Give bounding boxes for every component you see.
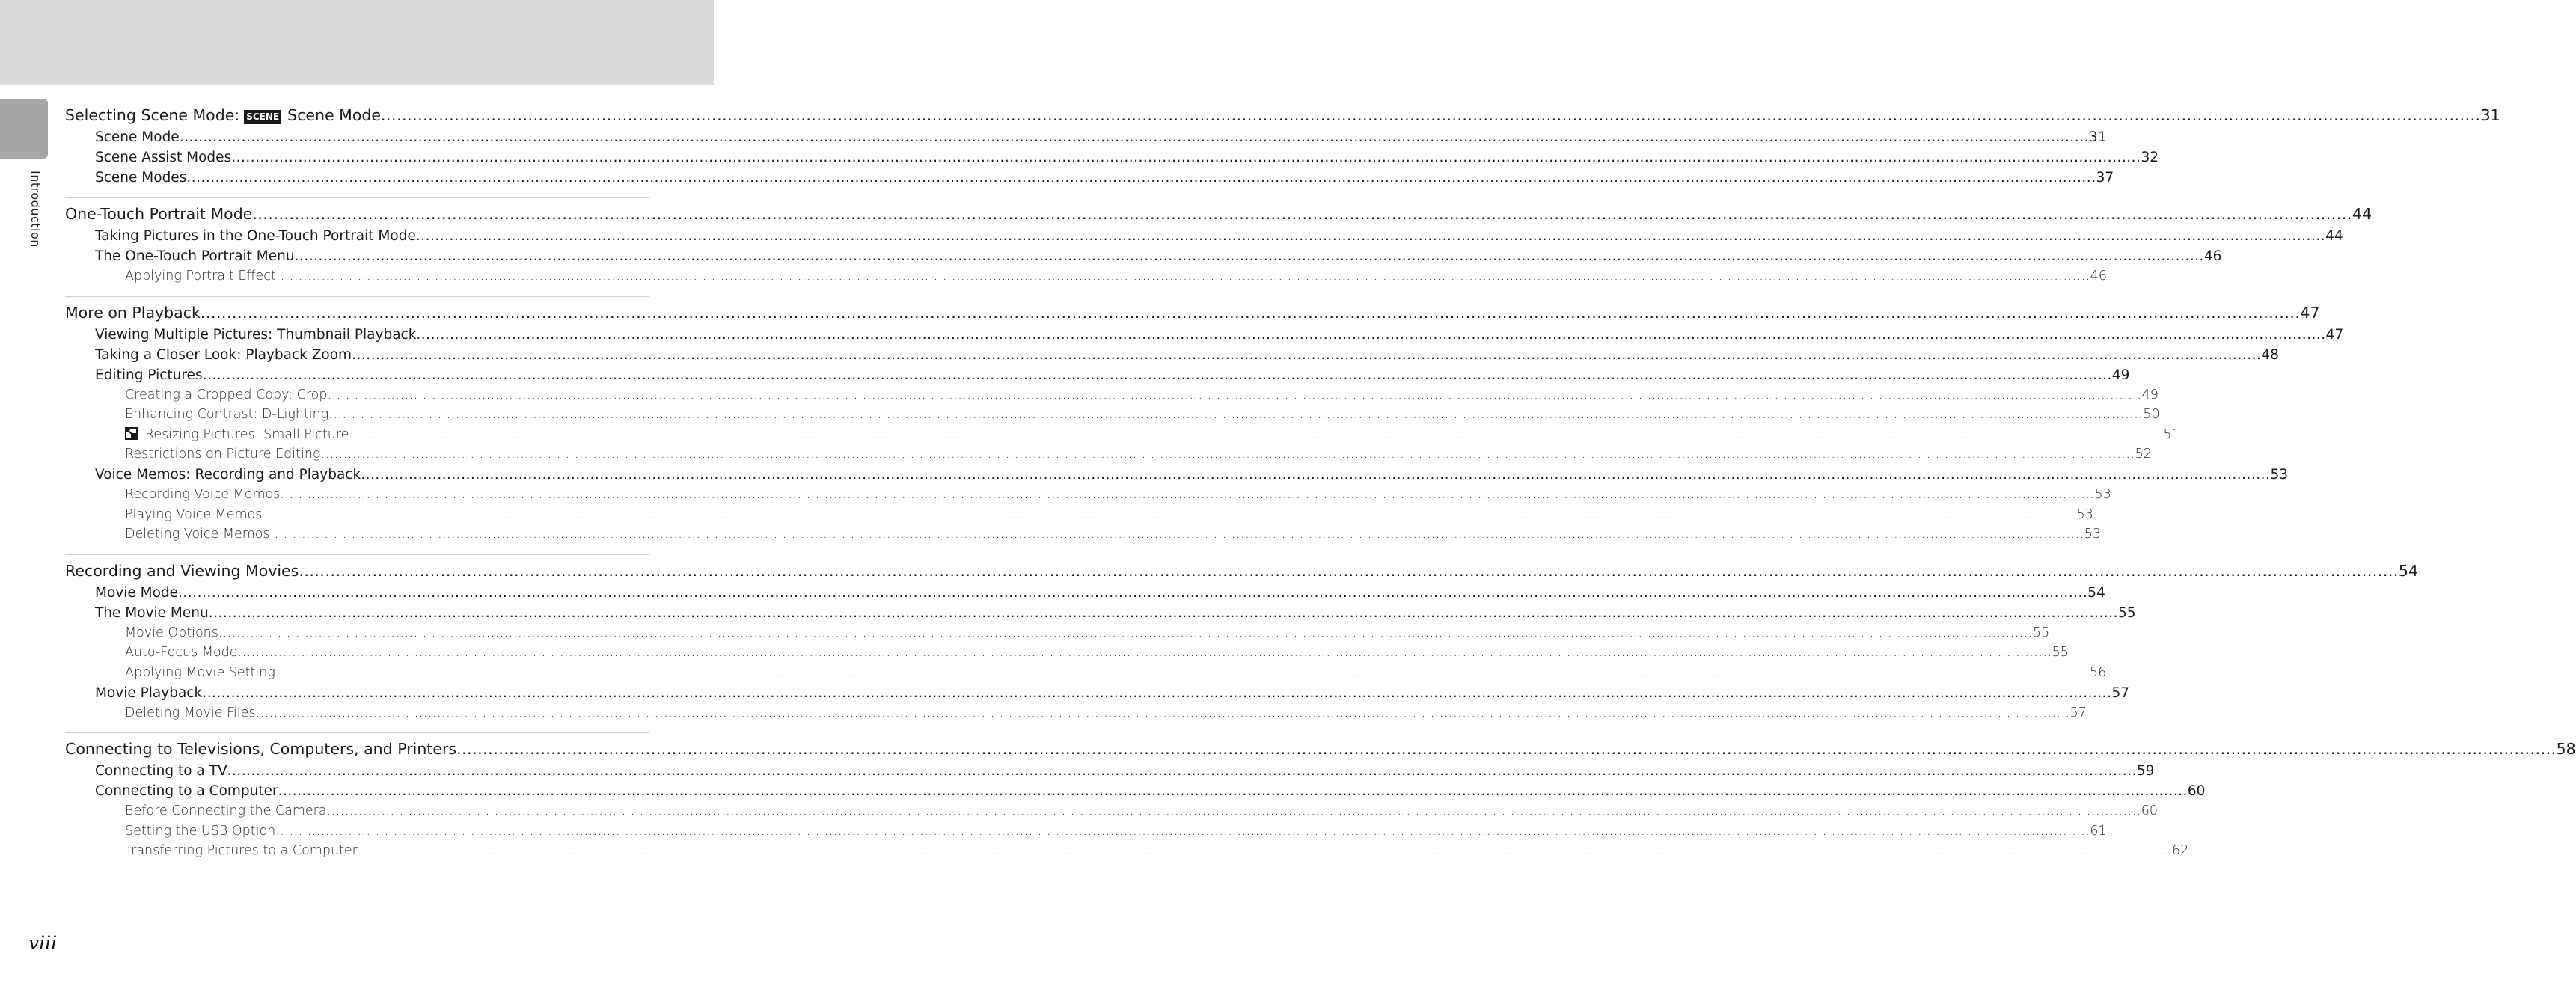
toc-entry-title — [125, 266, 276, 287]
toc-entry-title — [125, 505, 262, 525]
toc-entry-title — [125, 385, 328, 405]
dot-leader: ................................................................................................................................................................................................................................................................................................................................................................................................................ — [352, 346, 2262, 363]
toc-page-number: 49 — [2111, 367, 2130, 383]
dot-leader: ................................................................................................................................................................................................................................................................................................................................................................................................................ — [326, 803, 2141, 819]
dot-leader: ................................................................................................................................................................................................................................................................................................................................................................................................................ — [294, 248, 2204, 264]
toc-entry-text: Recording Voice Memos — [125, 486, 281, 502]
toc-page-number: 59 — [2136, 763, 2155, 780]
toc-chapter-entry[interactable] — [65, 104, 2500, 127]
toc-subsection-entry[interactable] — [65, 405, 2160, 425]
toc-entry-text-after-icon: Scene Mode — [287, 106, 382, 124]
toc-entry-title — [125, 485, 280, 505]
toc-section — [65, 197, 2372, 296]
toc-page-number: 51 — [2163, 426, 2180, 442]
toc-page-number: 52 — [2135, 447, 2152, 462]
dot-leader: ................................................................................................................................................................................................................................................................................................................................................................................................................ — [357, 843, 2172, 859]
toc-page-number: 46 — [2203, 248, 2222, 264]
toc-subsection-entry[interactable] — [65, 643, 2069, 663]
dot-leader: ................................................................................................................................................................................................................................................................................................................................................................................................................ — [227, 763, 2137, 780]
toc-section-entry[interactable] — [65, 761, 2155, 781]
toc-page-number: 31 — [2480, 106, 2500, 124]
dot-leader: ................................................................................................................................................................................................................................................................................................................................................................................................................ — [320, 447, 2135, 462]
toc-section-entry[interactable] — [65, 781, 2206, 801]
toc-page-number: 54 — [2087, 584, 2105, 601]
toc-entry-text: Movie Mode — [95, 584, 179, 601]
toc-entry-text: Scene Modes — [95, 170, 187, 186]
toc-page-number: 49 — [2141, 387, 2159, 402]
toc-entry-title — [95, 345, 352, 365]
toc-page-number: 58 — [2556, 740, 2576, 759]
toc-entry-text: Scene Mode — [95, 129, 180, 145]
toc-entry-text: Deleting Voice Memos — [125, 527, 270, 542]
toc-entry-text: Creating a Cropped Copy: Crop — [125, 387, 328, 402]
toc-page-number: 44 — [2325, 228, 2343, 244]
toc-entry-title — [125, 663, 275, 683]
toc-subsection-entry[interactable] — [65, 485, 2111, 505]
dot-leader: ................................................................................................................................................................................................................................................................................................................................................................................................................ — [381, 106, 2481, 124]
dot-leader: ................................................................................................................................................................................................................................................................................................................................................................................................................ — [275, 269, 2090, 284]
dot-leader: ................................................................................................................................................................................................................................................................................................................................................................................................................ — [255, 705, 2070, 720]
toc-subsection-entry[interactable] — [65, 385, 2159, 405]
toc-page-number: 54 — [2398, 561, 2418, 580]
toc-subsection-entry[interactable] — [65, 821, 2107, 842]
toc-entry-title — [95, 147, 231, 168]
dot-leader: ................................................................................................................................................................................................................................................................................................................................................................................................................ — [202, 685, 2112, 701]
toc-entry-text: Selecting Scene Mode: — [65, 106, 240, 124]
toc-entry-text: Deleting Movie Files — [125, 705, 256, 720]
toc-entry-text: One-Touch Portrait Mode — [65, 205, 253, 223]
toc-page-number: 60 — [2141, 803, 2158, 819]
dot-leader: ................................................................................................................................................................................................................................................................................................................................................................................................................ — [361, 466, 2271, 483]
toc-entry-title — [65, 104, 381, 127]
scene-mode-icon: SCENE — [244, 110, 281, 124]
toc-entry-title — [125, 444, 320, 465]
toc-entry-text: The One-Touch Portrait Menu — [95, 248, 295, 264]
toc-entry-text: Playing Voice Memos — [125, 506, 263, 522]
toc-subsection-entry[interactable] — [65, 444, 2152, 465]
toc-entry-text: Connecting to a Computer — [95, 783, 278, 800]
toc-page-number: 44 — [2352, 205, 2372, 223]
dot-leader: ................................................................................................................................................................................................................................................................................................................................................................................................................ — [349, 426, 2164, 442]
toc-section-entry[interactable] — [65, 325, 2344, 345]
dot-leader: ................................................................................................................................................................................................................................................................................................................................................................................................................ — [416, 326, 2326, 343]
toc-page-number: 53 — [2084, 527, 2102, 542]
toc-entry-text: Before Connecting the Camera — [125, 803, 327, 819]
toc-entry-title — [65, 301, 201, 325]
toc-page-number: 53 — [2094, 486, 2111, 502]
dot-leader: ................................................................................................................................................................................................................................................................................................................................................................................................................ — [299, 561, 2399, 580]
toc-subsection-entry[interactable] — [65, 623, 2050, 643]
toc-entry-text: Applying Portrait Effect — [125, 269, 276, 284]
toc-entry-text: Enhancing Contrast: D-Lighting — [125, 407, 329, 423]
dot-leader: ................................................................................................................................................................................................................................................................................................................................................................................................................ — [218, 625, 2033, 640]
toc-page-number: 32 — [2141, 150, 2159, 165]
toc-section-entry[interactable] — [65, 226, 2343, 246]
toc-page-number: 56 — [2089, 664, 2107, 680]
toc-entry-title — [125, 821, 275, 842]
toc-page-number: 57 — [2111, 685, 2129, 701]
toc-page-number: 53 — [2076, 506, 2093, 522]
small-picture-icon — [125, 427, 138, 440]
toc-entry-text: Transferring Pictures to a Computer — [125, 843, 358, 859]
toc-entry-title — [95, 168, 186, 188]
toc-section-entry[interactable] — [65, 127, 2107, 147]
toc-page-number: 50 — [2143, 407, 2160, 423]
toc-entry-title — [65, 560, 299, 583]
toc-entry-text: Applying Movie Setting — [125, 664, 275, 680]
toc-entry-title — [95, 127, 180, 147]
toc-entry-title — [125, 524, 270, 545]
dot-leader: ................................................................................................................................................................................................................................................................................................................................................................................................................ — [252, 205, 2352, 223]
toc-entry-title — [125, 623, 218, 643]
toc-entry-title — [125, 703, 256, 723]
toc-section-entry[interactable] — [65, 365, 2130, 385]
page-number: viii — [28, 932, 58, 954]
toc-page-number: 60 — [2187, 783, 2206, 800]
toc-page-number: 61 — [2090, 823, 2107, 839]
toc-entry-title — [95, 365, 203, 385]
toc-entry-text: Movie Playback — [95, 685, 203, 701]
dot-leader: ................................................................................................................................................................................................................................................................................................................................................................................................................ — [275, 823, 2090, 839]
toc-page-number: 57 — [2069, 705, 2087, 720]
toc-entry-text: Resizing Pictures: Small Picture — [145, 426, 349, 442]
toc-chapter-entry[interactable] — [65, 301, 2320, 325]
toc-page-number: 48 — [2261, 346, 2279, 363]
toc-subsection-entry[interactable] — [65, 425, 2180, 445]
toc-subsection-entry[interactable] — [65, 841, 2189, 861]
toc-section-entry[interactable] — [65, 168, 2114, 188]
dot-leader: ................................................................................................................................................................................................................................................................................................................................................................................................................ — [200, 303, 2301, 322]
toc-entry-text: Connecting to a TV — [95, 763, 227, 780]
toc-section — [65, 296, 2344, 554]
toc-entry-title — [125, 801, 327, 821]
toc-entry-text: More on Playback — [65, 303, 201, 322]
table-of-contents — [65, 99, 2576, 871]
toc-entry-text: Editing Pictures — [95, 367, 203, 383]
toc-entry-title — [125, 643, 238, 663]
toc-entry-text: Connecting to Televisions, Computers, and Printers — [65, 740, 457, 759]
toc-entry-text: Recording and Viewing Movies — [65, 561, 299, 580]
toc-chapter-entry[interactable] — [65, 560, 2418, 583]
toc-section-entry[interactable] — [65, 246, 2222, 266]
section-label: Introduction — [28, 171, 43, 248]
toc-chapter-entry[interactable] — [65, 738, 2576, 761]
toc-entry-text: Taking Pictures in the One-Touch Portrait Mode — [95, 228, 416, 244]
dot-leader: ................................................................................................................................................................................................................................................................................................................................................................................................................ — [179, 129, 2089, 145]
dot-leader: ................................................................................................................................................................................................................................................................................................................................................................................................................ — [269, 527, 2084, 542]
dot-leader: ................................................................................................................................................................................................................................................................................................................................................................................................................ — [275, 664, 2090, 680]
toc-subsection-entry[interactable] — [65, 505, 2093, 525]
toc-entry-text: Voice Memos: Recording and Playback — [95, 466, 361, 483]
toc-section — [65, 99, 2500, 197]
dot-leader: ................................................................................................................................................................................................................................................................................................................................................................................................................ — [327, 387, 2142, 402]
toc-entry-text: Viewing Multiple Pictures: Thumbnail Playback — [95, 326, 417, 343]
toc-entry-title — [95, 325, 416, 345]
toc-entry-text: Scene Assist Modes — [95, 150, 232, 165]
toc-subsection-entry[interactable] — [65, 703, 2087, 723]
toc-section-entry[interactable] — [65, 345, 2279, 365]
toc-entry-title — [95, 683, 202, 703]
toc-section-entry[interactable] — [65, 683, 2129, 703]
toc-subsection-entry[interactable] — [65, 801, 2158, 821]
dot-leader: ................................................................................................................................................................................................................................................................................................................................................................................................................ — [178, 584, 2088, 601]
toc-entry-title — [65, 203, 252, 226]
toc-page-number: 47 — [2300, 303, 2320, 322]
toc-entry-title — [125, 405, 328, 425]
toc-page-number: 55 — [2117, 604, 2136, 621]
toc-entry-text: The Movie Menu — [95, 604, 209, 621]
dot-leader: ................................................................................................................................................................................................................................................................................................................................................................................................................ — [456, 740, 2557, 759]
dot-leader: ................................................................................................................................................................................................................................................................................................................................................................................................................ — [202, 367, 2112, 383]
toc-page-number: 55 — [2033, 625, 2050, 640]
section-tab — [0, 99, 48, 159]
toc-entry-title — [95, 781, 278, 801]
toc-section — [65, 732, 2576, 871]
toc-page-number: 62 — [2171, 843, 2189, 859]
toc-page-number: 47 — [2325, 326, 2344, 343]
toc-entry-text: Movie Options — [125, 625, 218, 640]
toc-entry-title — [125, 841, 358, 861]
toc-entry-text: Setting the USB Option — [125, 823, 276, 839]
toc-entry-title — [95, 603, 209, 623]
dot-leader: ................................................................................................................................................................................................................................................................................................................................................................................................................ — [328, 407, 2144, 423]
toc-page-number: 46 — [2090, 269, 2108, 284]
toc-page-number: 31 — [2088, 129, 2107, 145]
toc-entry-title — [95, 226, 416, 246]
toc-entry-title — [95, 761, 227, 781]
toc-entry-title — [95, 583, 178, 603]
toc-entry-text: Auto-Focus Mode — [125, 645, 238, 661]
toc-section-entry[interactable] — [65, 147, 2159, 168]
toc-entry-title — [125, 425, 349, 445]
toc-subsection-entry[interactable] — [65, 524, 2102, 545]
toc-entry-title — [65, 738, 456, 761]
toc-entry-title — [95, 465, 361, 485]
dot-leader: ................................................................................................................................................................................................................................................................................................................................................................................................................ — [278, 783, 2188, 800]
dot-leader: ................................................................................................................................................................................................................................................................................................................................................................................................................ — [231, 150, 2141, 165]
toc-entry-title — [95, 246, 295, 266]
toc-page-number: 53 — [2270, 466, 2288, 483]
toc-chapter-entry[interactable] — [65, 203, 2372, 226]
toc-subsection-entry[interactable] — [65, 663, 2107, 683]
dot-leader: ................................................................................................................................................................................................................................................................................................................................................................................................................ — [415, 228, 2326, 244]
header-band — [0, 0, 714, 85]
toc-entry-text: Taking a Closer Look: Playback Zoom — [95, 346, 352, 363]
toc-section-entry[interactable] — [65, 465, 2288, 485]
dot-leader: ................................................................................................................................................................................................................................................................................................................................................................................................................ — [208, 604, 2118, 621]
dot-leader: ................................................................................................................................................................................................................................................................................................................................................................................................................ — [237, 645, 2052, 661]
toc-subsection-entry[interactable] — [65, 266, 2108, 287]
dot-leader: ................................................................................................................................................................................................................................................................................................................................................................................................................ — [280, 486, 2095, 502]
toc-page-number: 55 — [2052, 645, 2069, 661]
toc-entry-text: Restrictions on Picture Editing — [125, 447, 321, 462]
toc-section-entry[interactable] — [65, 603, 2136, 623]
dot-leader: ................................................................................................................................................................................................................................................................................................................................................................................................................ — [262, 506, 2077, 522]
dot-leader: ................................................................................................................................................................................................................................................................................................................................................................................................................ — [186, 170, 2096, 186]
toc-section — [65, 554, 2418, 732]
toc-page-number: 37 — [2096, 170, 2114, 186]
toc-section-entry[interactable] — [65, 583, 2105, 603]
